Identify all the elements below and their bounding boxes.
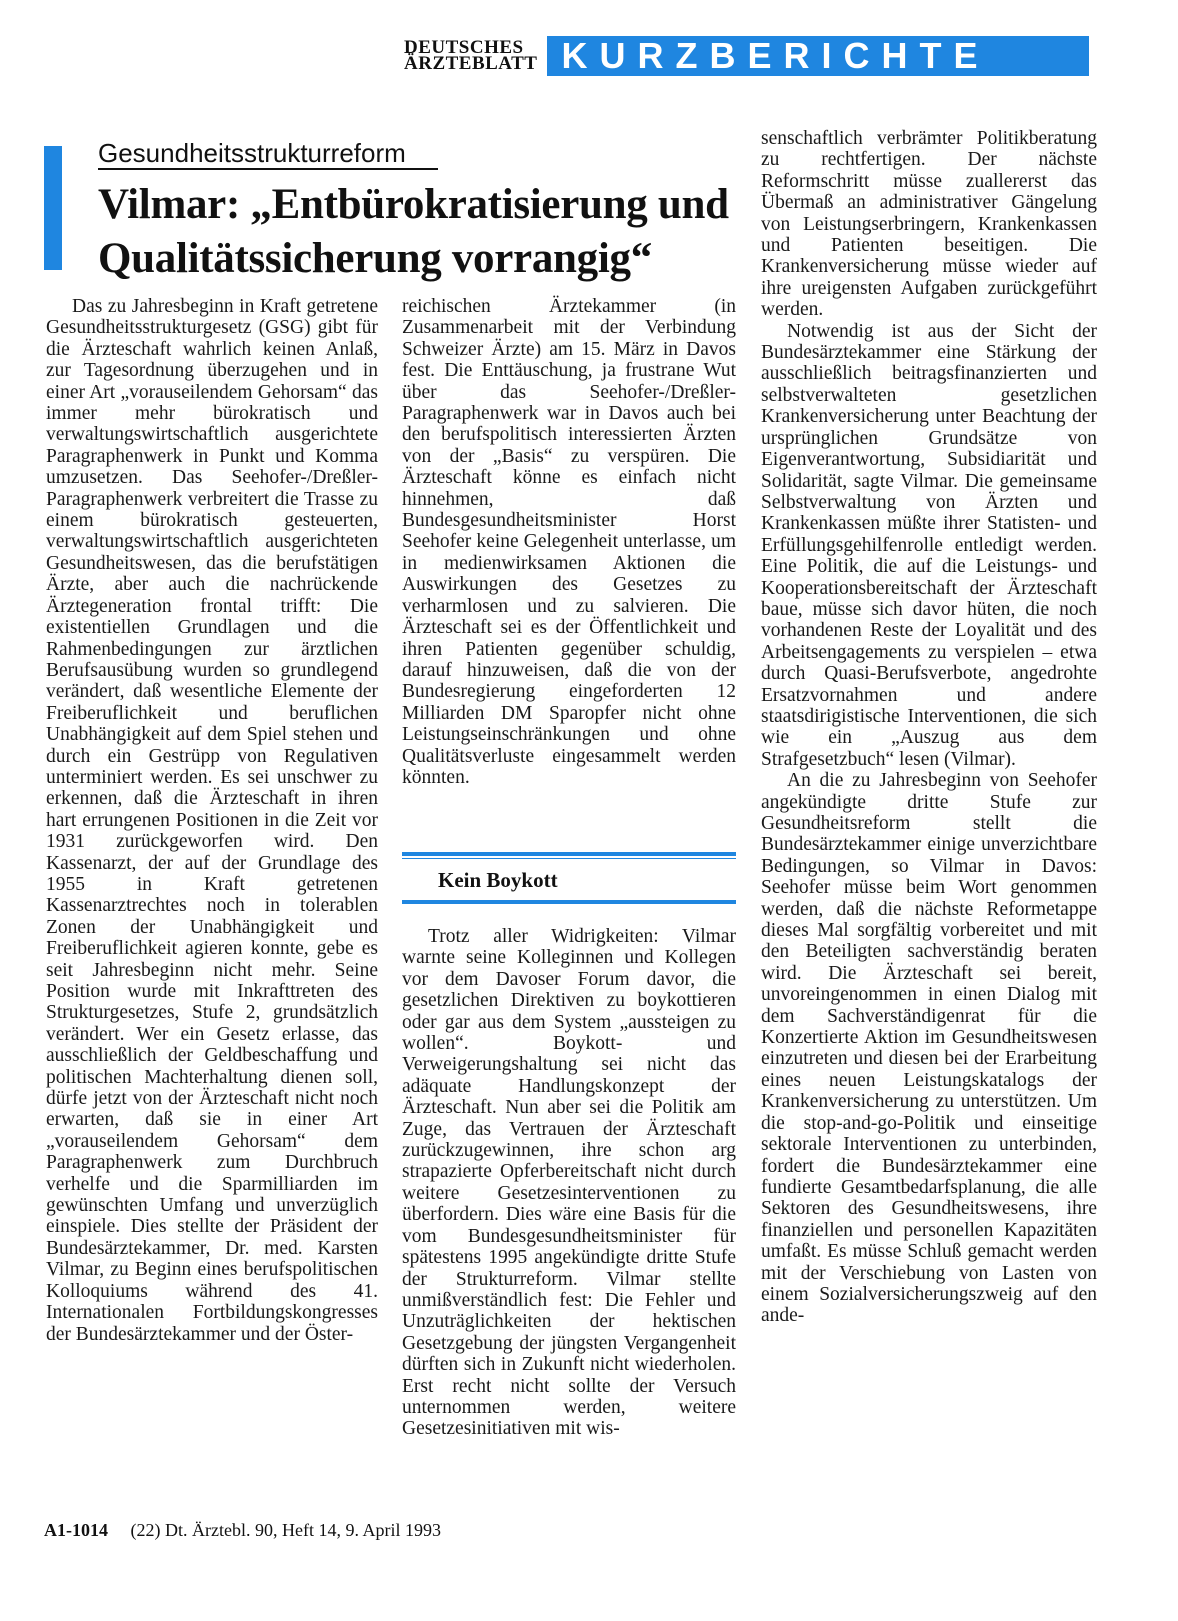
article-kicker: Gesundheitsstrukturreform: [98, 138, 438, 170]
footer-spacer: [113, 1520, 127, 1540]
article-column-2: [402, 296, 736, 788]
journal-name-line2: ÄRZTEBLATT: [404, 53, 538, 74]
column-1-text: Das zu Jahresbeginn in Kraft getretene Gesundheitsstrukturgesetz (GSG) gibt für die Ärzteschaft wahrlich keinen Anlaß, zur Tagesordnung überzugehen und in einer Art „vorauseilendem Gehorsam“ das immer mehr bürokratisch und verwaltungswirtschaftlich ausgerichtete Paragraphenwerk in Punkt und Komma umzusetzen. Das Seehofer-/Dreßler-Paragraphenwerk verbreitert die Trasse zu einem bürokratisch gesteuerten, verwaltungswirtschaftlich ausgerichteten Gesundheitswesen, das die berufstätigen Ärzte, aber auch die nachrückende Ärztegeneration frontal trifft: Die existentiellen Grundlagen und die Rahmenbedingungen zur ärztlichen Berufsausübung wurden so grundlegend verändert, daß wesentliche Elemente der Freiberuflichkeit und beruflichen Unabhängigkeit auf dem Spiel stehen und durch ein Gestrüpp von Regulativen unterminiert werden. Es sei unschwer zu erkennen, daß die Ärzteschaft in ihren hart errungenen Positionen in die Zeit vor 1931 zurückgeworfen wird. Den Kassenarzt, der auf der Grundlage des 1955 in Kraft getretenen Kassenarztrechtes noch in tolerablen Zonen der Unabhängigkeit und Freiberuflichkeit agieren konnte, gebe es seit Jahresbeginn nicht mehr. Seine Position wurde mit Inkrafttreten des Strukturgesetzes, Stufe 2, grundsätzlich verändert. Wer ein Gesetz erlasse, das ausschließlich der Geldbeschaffung und politischen Machterhaltung dienen soll, dürfe jetzt von der Ärzteschaft nicht noch erwarten, daß sie in einer Art „vorauseilendem Gehorsam“ dem Paragraphenwerk zum Durchbruch verhelfe und die Sparmilliarden im gewünschten Umfang und unverzüglich einspiele. Dies stellte der Präsident der Bundesärztekammer, Dr. med. Karsten Vilmar, zu Beginn eines berufspolitischen Kolloquiums während des 41. Internationalen Fortbildungskongresses der Bundesärztekammer und der Öster-: [46, 296, 378, 1345]
article-column-2-continued: [402, 926, 736, 1440]
article-headline: Vilmar: „Entbürokratisierung und Qualitätssicherung vorrangig“: [98, 181, 729, 282]
column-2-text: reichischen Ärztekammer (in Zusammenarbeit mit der Verbindung Schweizer Ärzte) am 15. März in Davos fest. Die Enttäuschung, ja frustrane Wut über das Seehofer-/Dreßler-Paragraphenwerk war in Davos auch bei den berufspolitisch interessierten Ärzten von der „Basis“ zu verspüren. Die Ärzteschaft könne es einfach nicht hinnehmen, daß Bundesgesundheitsminister Horst Seehofer keine Gelegenheit unterlasse, um in medienwirksamen Aktionen die Auswirkungen des Gesetzes zu verharmlosen und zu salvieren. Die Ärzteschaft sei es der Öffentlichkeit und ihren Patienten gegenüber schuldig, darauf hinzuweisen, daß die von der Bundesregierung eingeforderten 12 Milliarden DM Sparopfer nicht ohne Leistungseinschränkungen und ohne Qualitätsverluste eingesammelt werden könnten.: [402, 296, 736, 788]
headline-accent-bar: [44, 146, 62, 270]
subhead-kein-boykott: Kein Boykott: [438, 868, 558, 892]
section-label: KURZBERICHTE: [547, 36, 1089, 76]
page-code: A1-1014: [44, 1520, 108, 1540]
column-3-paragraph-1: senschaftlich verbrämter Politikberatung zu rechtfertigen. Der nächste Reformschritt müsse zuallererst das Übermaß an administrativer Gängelung von Leistungserbringern, Krankenkassen und Patienten beseitigen. Die Krankenversicherung müsse wieder auf ihre ureigensten Aufgaben zurückgeführt werden.: [761, 128, 1097, 321]
column-3-paragraph-2: Notwendig ist aus der Sicht der Bundesärztekammer eine Stärkung der ausschließlich beitragsfinanzierten und selbstverwalteten gesetzlichen Krankenversicherung unter Beachtung der ursprünglichen Grundsätze von Eigenverantwortung, Subsidiarität und Solidarität, sagte Vilmar. Die gemeinsame Selbstverwaltung von Ärzten und Krankenkassen müßte ihrer Statisten- und Erfüllungsgehilfenrolle entledigt werden. Eine Politik, die auf die Leistungs- und Kooperationsbereitschaft der Ärzteschaft baue, müsse sich davor hüten, die noch vorhandenen Reste der Loyalität und des Arbeitsengagements zu verspielen – etwa durch Quasi-Berufsverbote, angedrohte Ersatzvornahmen und andere staatsdirigistische Interventionen, die sich wie ein „Auszug aus dem Strafgesetzbuch“ lesen (Vilmar).: [761, 320, 1097, 770]
article-column-3: [761, 128, 1097, 1327]
journal-name-line1: DEUTSCHES: [404, 37, 524, 58]
page-footer: [44, 1520, 441, 1541]
column-2b-text: Trotz aller Widrigkeiten: Vilmar warnte seine Kolleginnen und Kollegen vor dem Davoser Forum davor, die gesetzlichen Direktiven zu boykottieren oder gar aus dem System „aussteigen zu wollen“. Boykott- und Verweigerungshaltung sei nicht das adäquate Handlungskonzept der Ärzteschaft. Nun aber sei die Politik am Zuge, das Vertrauen der Ärzteschaft zurückzugewinnen, ihre schon arg strapazierte Opferbereitschaft nicht durch weitere Gesetzesinterventionen zu überfordern. Dies wäre eine Basis für die vom Bundesgesundheitsminister für spätestens 1995 angekündigte dritte Stufe der Strukturreform. Vilmar stellte unmißverständlich fest: Die Fehler und Unzuträglichkeiten der hektischen Gesetzgebung der jüngsten Vergangenheit dürften sich in Zukunft nicht wiederholen. Erst recht nicht sollte der Versuch unternommen werden, weitere Gesetzesinitiativen mit wis-: [402, 926, 736, 1440]
column-3-paragraph-3: An die zu Jahresbeginn von Seehofer angekündigte dritte Stufe zur Gesundheitsreform stellt die Bundesärztekammer einige unverzichtbare Bedingungen, so Vilmar in Davos: Seehofer müsse beim Wort genommen werden, daß die nächste Reformetappe dieses Mal sorgfältig vorbereitet und mit den Beteiligten sachverständig beraten wird. Die Ärzteschaft sei bereit, unvoreingenommen in einen Dialog mit dem Sachverständigenrat für die Konzertierte Aktion im Gesundheitswesen einzutreten und diesen bei der Erarbeitung eines neuen Leistungskatalogs der Krankenversicherung zu unterstützen. Um die stop-and-go-Politik und einseitige sektorale Interventionen zu unterbinden, fordert die Bundesärztekammer eine fundierte Gesamtbedarfsplanung, die alle Sektoren des Gesundheitswesens, ihre finanziellen und personellen Kapazitäten umfaßt. Es müsse Schluß gemacht werden mit der Verschiebung von Lasten von einem Sozialversicherungszweig auf den ande-: [761, 770, 1097, 1327]
masthead: [404, 36, 1089, 80]
citation: (22) Dt. Ärztebl. 90, Heft 14, 9. April 1993: [130, 1520, 441, 1540]
journal-name: [404, 37, 538, 74]
article-column-1: [46, 296, 378, 1345]
subhead-box: [402, 852, 736, 904]
